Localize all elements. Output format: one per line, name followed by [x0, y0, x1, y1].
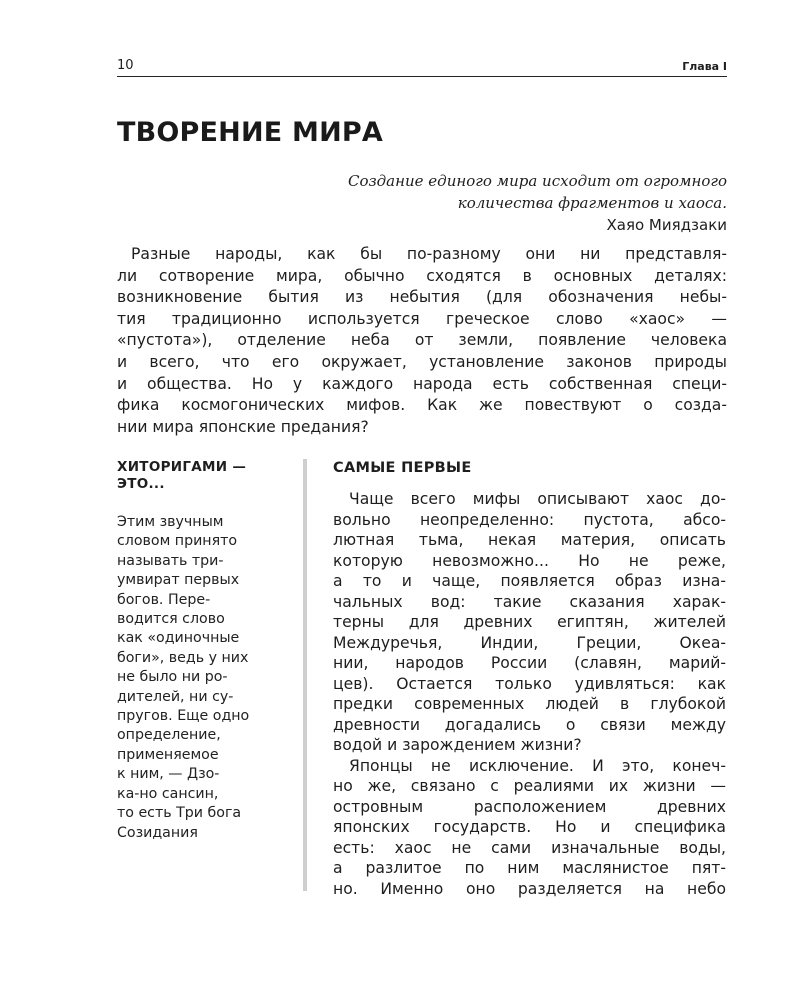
body-line: водой и зарождением жизни? [333, 736, 582, 754]
sidebar-divider [303, 459, 307, 891]
sidebar-note [117, 459, 292, 843]
intro-line: нии мира японские предания? [117, 417, 369, 436]
chapter-title: ТВОРЕНИЕ МИРА [117, 117, 383, 148]
intro-line: возникновение бытия из небытия (для обозначения небы- [117, 288, 727, 307]
sidebar-line: называть три- [117, 552, 224, 569]
section-title: САМЫЕ ПЕРВЫЕ [333, 460, 472, 476]
body-line: которую невозможно... Но не реже, [333, 551, 726, 570]
main-column [333, 459, 726, 899]
sidebar-line: ка-но сансин, [117, 785, 219, 802]
body-line: а то и чаще, появляется образ изна- [333, 572, 726, 590]
intro-line: и всего, что его окружает, установление законов природы [117, 352, 727, 371]
intro-line: и общества. Но у каждого народа есть собственная специ- [117, 374, 727, 393]
sidebar-title-line: ЭТО... [117, 476, 165, 492]
sidebar-line: то есть Три бога [117, 805, 242, 822]
sidebar-line: пругов. Еще одно [117, 708, 250, 725]
sidebar-line: применяемое [117, 746, 219, 763]
page-number: 10 [117, 58, 134, 73]
intro-line: Разные народы, как бы по-разному они ни представля- [131, 245, 727, 263]
sidebar-line: дителей, ни су- [117, 688, 234, 705]
body-line: вольно неопределенно: пустота, абсо- [333, 510, 726, 529]
epigraph [250, 170, 727, 236]
body-line: предки современных людей в глубокой [333, 695, 726, 713]
sidebar-line: богов. Пере- [117, 591, 211, 608]
sidebar-line: как «одиночные [117, 630, 240, 647]
body-line: древности догадались о связи между [333, 715, 726, 734]
body-line: цев). Остается только удивляться: как [333, 674, 726, 693]
sidebar-title [117, 459, 292, 493]
epigraph-line: Создание единого мира исходит от огромного [347, 172, 727, 190]
intro-paragraph [117, 244, 727, 438]
body-line: лютная тьма, некая материя, описать [333, 531, 726, 549]
body-line: но. Именно оно разделяется на небо [333, 879, 726, 898]
main-body [333, 489, 726, 899]
chapter-label: Глава I [682, 60, 727, 73]
sidebar-line: Этим звучным [117, 514, 224, 530]
intro-line: фика космогонических мифов. Как же повествуют о созда- [117, 396, 727, 415]
sidebar-line: водится слово [117, 611, 225, 628]
sidebar-body [117, 513, 292, 843]
body-line: островным расположением древних [333, 797, 726, 816]
sidebar-line: словом принято [117, 533, 238, 550]
epigraph-line: количества фрагментов и хаоса. [457, 194, 727, 212]
intro-line: ли сотворение мира, обычно сходятся в основных деталях: [117, 266, 727, 285]
body-line: чальных вод: такие сказания харак- [333, 592, 726, 611]
epigraph-author: Хаяо Миядзаки [606, 216, 727, 234]
body-line: Чаще всего мифы описывают хаос до- [349, 490, 726, 508]
sidebar-line: не было ни ро- [117, 669, 228, 686]
sidebar-line: умвират первых [117, 572, 240, 589]
body-line: есть: хаос не сами изначальные воды, [333, 838, 726, 857]
body-line: терны для древних египтян, жителей [333, 613, 726, 631]
body-line: нии, народов России (славян, марий- [333, 654, 726, 672]
intro-line: тия традиционно используется греческое слово «хаос» — [117, 309, 727, 328]
sidebar-title-line: ХИТОРИГАМИ — [117, 459, 247, 475]
intro-line: «пустота»), отделение неба от земли, появление человека [117, 331, 727, 350]
body-line: но же, связано с реалиями их жизни — [333, 777, 726, 795]
body-line: японских государств. Но и специфика [333, 818, 726, 836]
body-line: Междуречья, Индии, Греции, Океа- [333, 633, 726, 652]
sidebar-line: к ним, — Дзо- [117, 766, 220, 783]
sidebar-line: определение, [117, 727, 221, 744]
sidebar-line: боги», ведь у них [117, 649, 249, 666]
body-line: Японцы не исключение. И это, конеч- [349, 756, 726, 775]
sidebar-line: Созидания [117, 824, 198, 841]
running-header [117, 58, 727, 77]
body-line: а разлитое по ним маслянистое пят- [333, 859, 726, 877]
